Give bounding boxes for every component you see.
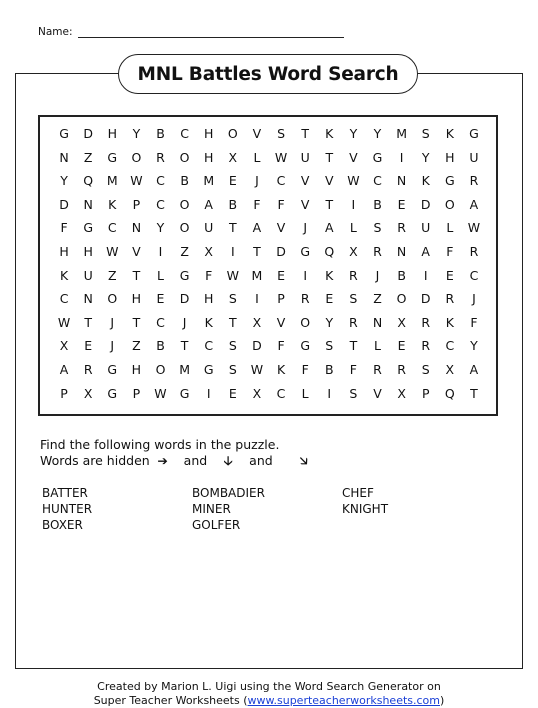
grid-letter: Z <box>83 149 93 165</box>
instructions <box>40 437 313 469</box>
grid-letter: V <box>373 385 382 401</box>
grid-letter: R <box>421 314 431 330</box>
grid-letter: I <box>206 385 211 401</box>
grid-letter: S <box>228 291 237 307</box>
grid-letter: W <box>467 220 481 236</box>
grid-letter: K <box>325 267 334 283</box>
grid-letter: A <box>469 196 479 212</box>
grid-letter: J <box>303 220 307 236</box>
grid-letter: R <box>300 291 310 307</box>
grid-letter: J <box>182 314 187 330</box>
grid-letter: Y <box>156 220 165 236</box>
grid-letter: I <box>399 149 404 165</box>
grid-letter: L <box>157 267 164 283</box>
grid-letter: D <box>252 338 262 354</box>
grid-letter: P <box>277 291 285 307</box>
grid-letter: Q <box>83 173 94 189</box>
grid-letter: P <box>132 196 141 212</box>
grid-letter: G <box>203 361 214 377</box>
grid-letter: C <box>156 314 165 330</box>
grid-letter: P <box>421 385 430 401</box>
grid-letter: T <box>132 267 141 283</box>
grid-letter: C <box>180 126 189 141</box>
grid-letter: D <box>59 196 69 212</box>
grid-letter: R <box>349 267 358 283</box>
grid-letter: R <box>373 361 382 377</box>
grid-letter: V <box>132 243 141 259</box>
grid-letter: K <box>325 126 334 141</box>
grid-letter: Y <box>373 126 382 141</box>
grid-letter: A <box>324 220 334 236</box>
instructions-line-2 <box>40 453 313 469</box>
grid-letter: L <box>253 149 261 165</box>
grid-letter: Y <box>60 173 68 189</box>
grid-letter: J <box>472 291 476 307</box>
letter-grid <box>52 122 486 405</box>
grid-letter: S <box>228 338 237 354</box>
grid-letter: G <box>444 173 455 189</box>
grid-letter: X <box>59 338 69 354</box>
grid-letter: S <box>349 385 358 401</box>
grid-letter: O <box>227 126 238 141</box>
grid-letter: C <box>107 220 117 236</box>
title-pill <box>118 54 418 94</box>
grid-letter: Z <box>373 291 382 307</box>
instructions-line-1: Find the following words in the puzzle. <box>40 437 280 452</box>
grid-letter: X <box>252 385 262 401</box>
grid-letter: U <box>83 267 93 283</box>
word-list-item: BOXER <box>42 518 83 532</box>
grid-letter: W <box>347 173 360 189</box>
and-text-2: and <box>249 453 273 468</box>
grid-letter: Q <box>444 385 455 401</box>
word-list-item: MINER <box>192 502 231 516</box>
grid-letter: D <box>420 196 431 212</box>
grid-letter: Z <box>180 243 189 259</box>
grid-letter: X <box>397 385 406 401</box>
word-list-item: BOMBADIER <box>192 486 265 500</box>
grid-letter: W <box>154 385 167 401</box>
grid-letter: F <box>301 361 309 377</box>
grid-letter: R <box>373 243 382 259</box>
grid-letter: T <box>84 314 92 330</box>
grid-letter: T <box>470 385 478 401</box>
grid-letter: G <box>83 220 93 236</box>
grid-letter: T <box>349 338 358 354</box>
grid-letter: J <box>110 338 115 354</box>
grid-letter: K <box>59 267 69 283</box>
grid-letter: O <box>444 196 455 212</box>
grid-letter: G <box>179 385 190 401</box>
grid-letter: V <box>252 126 262 141</box>
grid-letter: F <box>60 220 68 236</box>
footer-link[interactable]: www.superteacherworksheets.com <box>247 694 440 707</box>
grid-letter: T <box>253 243 261 259</box>
grid-letter: Z <box>132 338 141 354</box>
grid-letter: L <box>349 220 357 236</box>
grid-letter: T <box>229 314 237 330</box>
grid-letter: T <box>325 149 334 165</box>
grid-letter: N <box>396 243 407 259</box>
grid-letter: U <box>204 220 214 236</box>
grid-letter: N <box>131 220 142 236</box>
grid-letter: M <box>251 267 263 283</box>
grid-letter: E <box>325 291 334 307</box>
grid-letter: H <box>59 243 69 259</box>
hidden-prefix: Words are hidden <box>40 453 150 468</box>
grid-letter: O <box>179 196 190 212</box>
word-list-item: BATTER <box>42 486 88 500</box>
grid-letter: K <box>445 314 454 330</box>
grid-letter: S <box>349 291 358 307</box>
grid-letter: V <box>276 314 286 330</box>
grid-letter: I <box>351 196 356 212</box>
footer-line-1: Created by Marion L. Uigi using the Word Search Generator on <box>97 680 441 693</box>
grid-letter: S <box>325 338 334 354</box>
grid-letter: V <box>349 149 358 165</box>
grid-letter: I <box>327 385 332 401</box>
grid-letter: X <box>204 243 213 259</box>
grid-letter: W <box>130 173 143 189</box>
grid-letter: C <box>469 267 479 283</box>
footer <box>0 680 538 708</box>
word-list <box>42 485 462 533</box>
grid-letter: V <box>324 173 334 189</box>
grid-letter: K <box>445 126 454 141</box>
puzzle-box <box>38 115 498 416</box>
grid-letter: F <box>470 314 478 330</box>
grid-letter: E <box>397 196 406 212</box>
grid-letter: S <box>421 361 430 377</box>
page-title: MNL Battles Word Search <box>137 63 399 85</box>
name-label: Name: <box>38 26 73 38</box>
grid-letter: X <box>397 314 406 330</box>
grid-letter: H <box>204 126 214 141</box>
word-list-item: CHEF <box>342 486 374 500</box>
grid-letter: N <box>83 291 93 307</box>
grid-letter: Q <box>324 243 335 259</box>
grid-letter: Y <box>325 314 334 330</box>
grid-letter: W <box>226 267 239 283</box>
grid-letter: C <box>276 173 286 189</box>
grid-letter: R <box>83 361 93 377</box>
grid-letter: N <box>396 173 407 189</box>
grid-letter: R <box>349 314 358 330</box>
grid-letter: B <box>180 173 189 189</box>
grid-letter: P <box>132 385 141 401</box>
grid-letter: C <box>204 338 214 354</box>
grid-letter: G <box>59 126 69 141</box>
grid-letter: F <box>277 338 285 354</box>
grid-letter: B <box>156 126 165 141</box>
grid-letter: I <box>303 267 307 283</box>
grid-letter: D <box>83 126 93 141</box>
grid-letter: J <box>255 173 259 189</box>
grid-letter: U <box>469 149 479 165</box>
footer-line-2 <box>0 694 538 708</box>
grid-letter: T <box>301 126 309 141</box>
grid-letter: B <box>373 196 382 212</box>
grid-letter: V <box>300 196 310 212</box>
grid-letter: A <box>252 220 262 236</box>
grid-letter: R <box>469 173 479 189</box>
grid-letter: L <box>301 385 309 401</box>
arrow-right-icon: ➔ <box>157 453 168 468</box>
grid-letter: S <box>277 126 286 141</box>
name-line[interactable] <box>78 37 344 38</box>
grid-letter: C <box>373 173 382 189</box>
grid-letter: E <box>397 338 406 354</box>
grid-letter: A <box>469 361 479 377</box>
grid-letter: B <box>228 196 238 212</box>
grid-letter: V <box>300 173 310 189</box>
grid-letter: U <box>421 220 431 236</box>
grid-letter: O <box>131 149 142 165</box>
name-row <box>38 26 73 38</box>
grid-letter: R <box>469 243 479 259</box>
grid-letter: R <box>421 338 431 354</box>
grid-letter: Y <box>421 149 430 165</box>
grid-letter: G <box>469 126 479 141</box>
grid-letter: G <box>300 243 310 259</box>
grid-letter: V <box>276 220 286 236</box>
grid-letter: S <box>421 126 430 141</box>
word-list-item: HUNTER <box>42 502 93 516</box>
grid-letter: O <box>179 149 190 165</box>
arrow-diagonal-icon: 🡦 <box>299 453 308 468</box>
grid-letter: K <box>108 196 117 212</box>
grid-letter: E <box>84 338 93 354</box>
grid-letter: E <box>156 291 165 307</box>
grid-letter: X <box>445 361 455 377</box>
grid-letter: G <box>179 267 190 283</box>
grid-letter: D <box>276 243 286 259</box>
grid-letter: W <box>250 361 264 377</box>
and-text-1: and <box>183 453 208 468</box>
footer-suffix: ) <box>440 694 445 707</box>
grid-letter: E <box>445 267 454 283</box>
grid-letter: I <box>230 243 235 259</box>
grid-letter: F <box>205 267 213 283</box>
grid-letter: X <box>228 149 238 165</box>
grid-letter: Y <box>470 338 478 354</box>
grid-letter: W <box>274 149 288 165</box>
grid-letter: O <box>155 361 166 377</box>
grid-letter: A <box>59 361 69 377</box>
grid-letter: J <box>375 267 380 283</box>
grid-letter: K <box>421 173 430 189</box>
grid-letter: G <box>372 149 383 165</box>
grid-letter: E <box>277 267 285 283</box>
grid-letter: D <box>420 291 431 307</box>
grid-letter: U <box>300 149 310 165</box>
grid-letter: R <box>445 291 455 307</box>
grid-letter: R <box>397 220 406 236</box>
grid-letter: G <box>107 361 118 377</box>
grid-letter: W <box>57 314 71 330</box>
grid-letter: C <box>445 338 455 354</box>
grid-letter: L <box>446 220 454 236</box>
grid-letter: H <box>131 291 142 307</box>
grid-letter: C <box>276 385 286 401</box>
grid-letter: O <box>179 220 190 236</box>
grid-letter: D <box>179 291 190 307</box>
grid-letter: G <box>107 149 118 165</box>
grid-letter: Z <box>107 267 117 283</box>
grid-letter: F <box>253 196 261 212</box>
arrow-down-icon: 🡣 <box>223 453 233 468</box>
grid-letter: E <box>228 385 237 401</box>
grid-letter: I <box>158 243 163 259</box>
grid-letter: M <box>106 173 118 189</box>
grid-letter: B <box>156 338 165 354</box>
grid-letter: X <box>349 243 358 259</box>
grid-letter: C <box>59 291 69 307</box>
grid-letter: I <box>255 291 259 307</box>
grid-letter: M <box>396 126 407 141</box>
grid-letter: S <box>228 361 237 377</box>
grid-letter: G <box>300 338 310 354</box>
grid-letter: H <box>107 126 117 141</box>
footer-prefix: Super Teacher Worksheets ( <box>93 694 248 707</box>
grid-letter: W <box>106 243 119 259</box>
grid-letter: R <box>156 149 165 165</box>
grid-letter: M <box>179 361 190 377</box>
grid-letter: M <box>203 173 215 189</box>
grid-letter: N <box>83 196 93 212</box>
grid-letter: J <box>110 314 115 330</box>
grid-letter: E <box>228 173 237 189</box>
grid-letter: A <box>204 196 213 212</box>
grid-letter: C <box>156 196 165 212</box>
grid-letter: F <box>277 196 285 212</box>
grid-letter: H <box>204 149 214 165</box>
grid-letter: P <box>60 385 68 401</box>
grid-letter: R <box>397 361 406 377</box>
grid-letter: T <box>132 314 141 330</box>
grid-letter: T <box>325 196 334 212</box>
grid-letter: X <box>252 314 262 330</box>
word-list-item: GOLFER <box>192 518 241 532</box>
grid-letter: L <box>374 338 381 354</box>
word-list-item <box>342 517 462 533</box>
grid-letter: O <box>107 291 118 307</box>
grid-letter: X <box>83 385 93 401</box>
grid-letter: T <box>180 338 189 354</box>
grid-letter: K <box>276 361 286 377</box>
grid-letter: O <box>396 291 407 307</box>
word-list-item: KNIGHT <box>342 502 389 516</box>
grid-letter: N <box>372 314 383 330</box>
grid-letter: H <box>131 361 142 377</box>
grid-letter: S <box>373 220 382 236</box>
grid-letter: Y <box>132 126 141 141</box>
grid-letter: T <box>229 220 237 236</box>
grid-letter: I <box>423 267 428 283</box>
grid-letter: B <box>324 361 334 377</box>
grid-letter: F <box>446 243 454 259</box>
grid-letter: O <box>300 314 311 330</box>
grid-letter: K <box>204 314 213 330</box>
grid-letter: A <box>421 243 430 259</box>
grid-letter: H <box>445 149 455 165</box>
grid-letter: H <box>204 291 214 307</box>
grid-letter: Y <box>349 126 358 141</box>
grid-letter: F <box>349 361 357 377</box>
grid-letter: C <box>156 173 165 189</box>
grid-letter: B <box>397 267 406 283</box>
grid-letter: H <box>83 243 93 259</box>
grid-letter: N <box>59 149 69 165</box>
grid-letter: G <box>107 385 118 401</box>
